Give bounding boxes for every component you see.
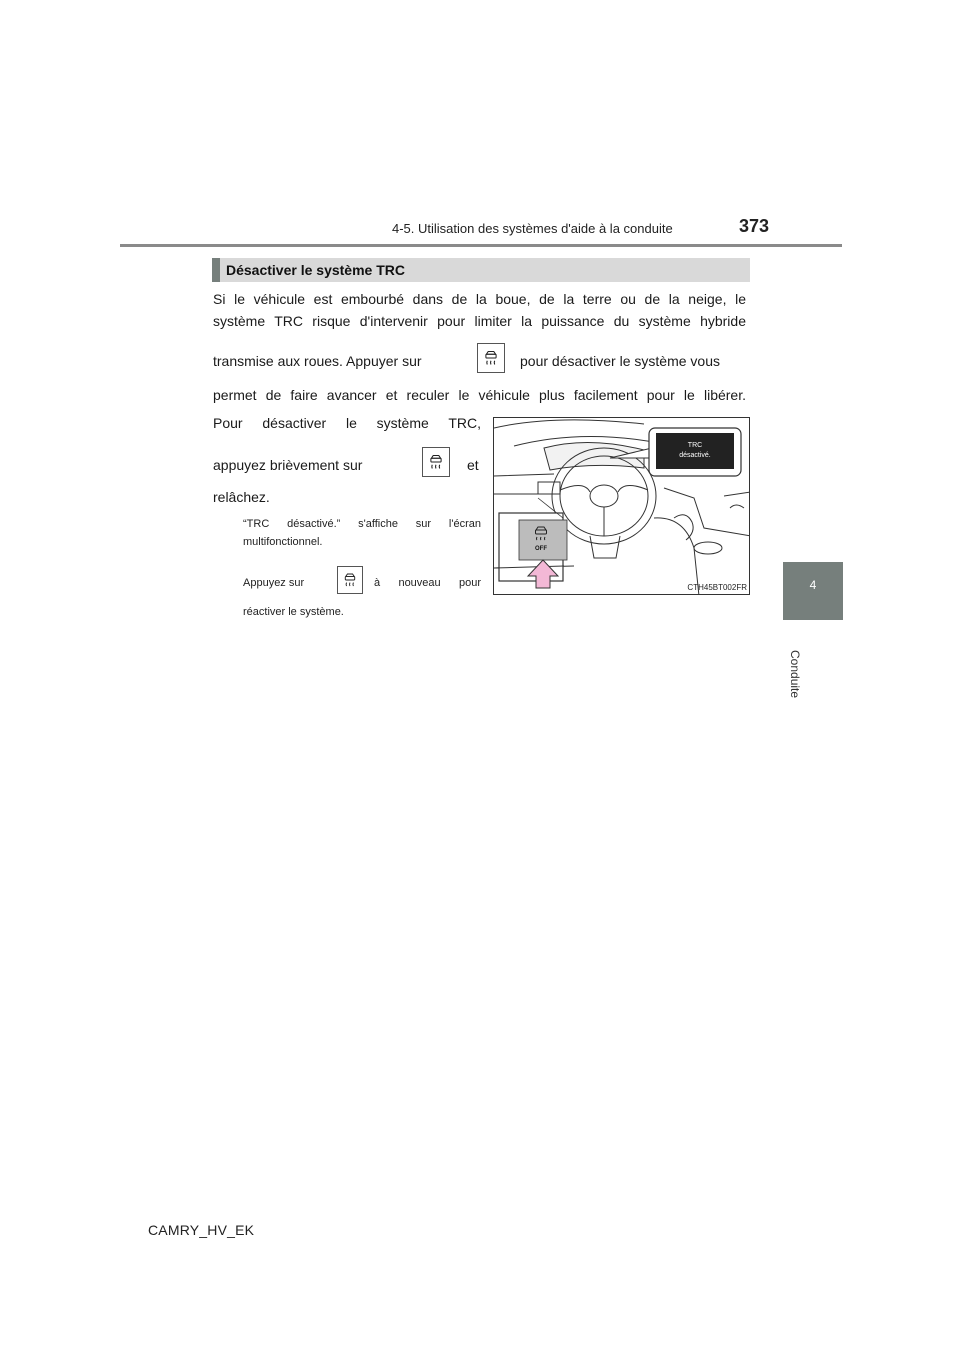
dashboard-drawing [494, 418, 750, 595]
button-off-label: OFF [535, 546, 547, 552]
paragraph-line: et [467, 457, 479, 473]
paragraph-line: appuyez brièvement sur [213, 457, 363, 473]
trc-off-button-icon [477, 343, 505, 373]
note-line: réactiver le système. [243, 606, 344, 618]
note-line: multifonctionnel. [243, 536, 323, 548]
chapter-number: 4 [809, 578, 817, 592]
paragraph-line: relâchez. [213, 489, 270, 505]
dashboard-illustration [493, 417, 750, 595]
note-line: Appuyez sur [243, 577, 305, 589]
paragraph-line: système TRC risque d'intervenir pour limiter la puissance du système hybride [213, 313, 746, 329]
trc-off-button-icon [422, 447, 450, 477]
illustration-code: CTH45BT002FR [687, 583, 747, 592]
running-header-title: 4-5. Utilisation des systèmes d'aide à la conduite [392, 221, 673, 236]
display-text-status: désactivé. [679, 452, 711, 459]
paragraph-line: permet de faire avancer et reculer le véhicule plus facilement pour le libérer. [213, 387, 746, 403]
paragraph-line: transmise aux roues. Appuyer sur [213, 353, 422, 369]
paragraph-line: pour désactiver le système vous [520, 353, 720, 369]
section-heading-accent [212, 258, 220, 282]
chapter-label: Conduite [788, 650, 802, 699]
paragraph-line: Si le véhicule est embourbé dans de la boue, de la terre ou de la neige, le [213, 291, 746, 307]
paragraph-line: Pour désactiver le système TRC, [213, 415, 481, 431]
header-rule [120, 244, 842, 247]
trc-off-button-icon [337, 566, 363, 594]
trc-off-button-closeup [519, 520, 567, 560]
section-heading: Désactiver le système TRC [226, 262, 405, 278]
display-text-trc: TRC [687, 442, 703, 449]
note-line: “TRC désactivé.” s'affiche sur l'écran [243, 518, 481, 530]
footer-model: CAMRY_HV_EK [148, 1222, 255, 1238]
note-line: à nouveau pour [374, 577, 481, 589]
page-number: 373 [739, 216, 770, 236]
